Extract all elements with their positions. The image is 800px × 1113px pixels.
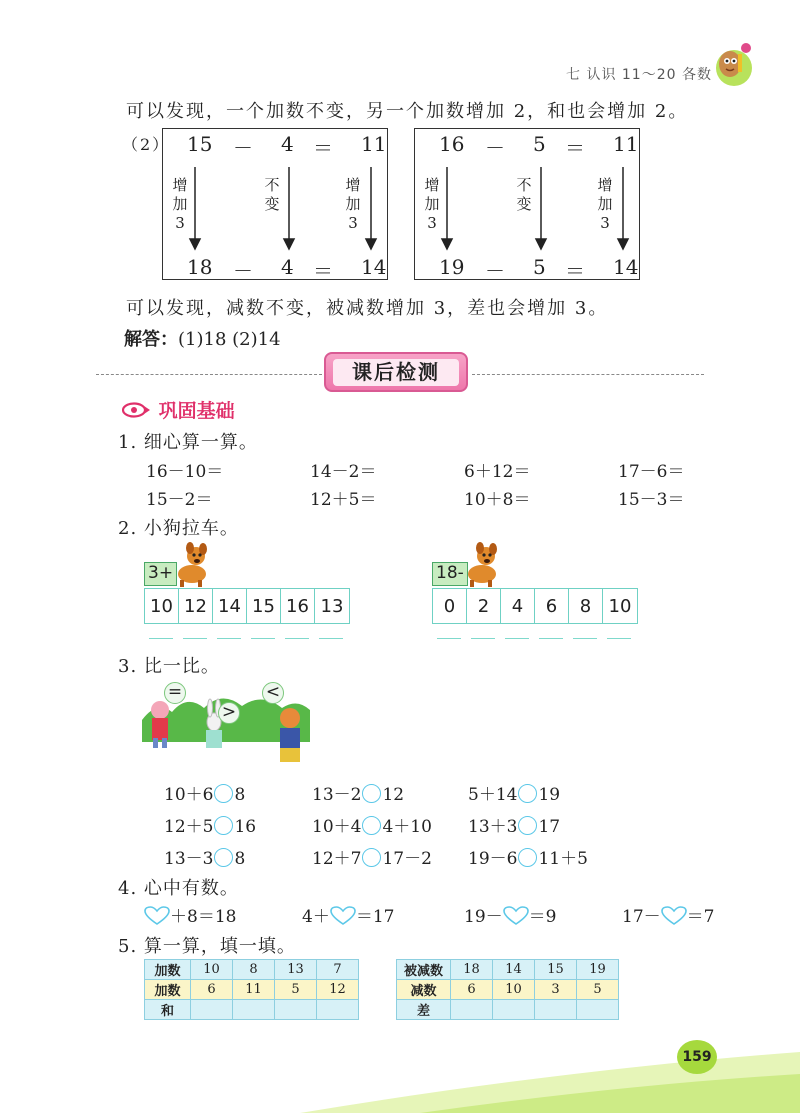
- q1-title: 1. 细心算一算。: [118, 432, 258, 453]
- compare-item: [164, 780, 245, 805]
- cart-cell: 2: [467, 589, 501, 623]
- answer-cell[interactable]: [577, 1000, 619, 1020]
- answer-cell[interactable]: [275, 1000, 317, 1020]
- answer-blank[interactable]: [183, 638, 207, 639]
- sign-bubble: >: [218, 702, 240, 724]
- compare-circle[interactable]: [362, 784, 381, 803]
- table-row: [145, 980, 359, 1000]
- compare-item: [468, 780, 560, 805]
- answer-blank[interactable]: [285, 638, 309, 639]
- diagram-operator: ＝: [313, 259, 333, 283]
- observation-text-1: 可以发现，一个加数不变，另一个加数增加 2，和也会增加 2。: [126, 101, 689, 122]
- answer-label: 解答：: [124, 329, 178, 350]
- diagram-number: 16: [439, 132, 465, 156]
- cart-cell: 4: [501, 589, 535, 623]
- part-2-label: （2）: [122, 135, 171, 154]
- compare-right: 16: [234, 817, 257, 837]
- cart-cell: 12: [179, 589, 213, 623]
- table-cell: 15: [535, 960, 577, 980]
- equation-post: ＝17: [355, 907, 395, 927]
- calc-item: 15－2＝: [146, 490, 213, 510]
- divider-left: [96, 374, 322, 375]
- diagram-number: 4: [281, 255, 294, 279]
- animals-illustration: [142, 680, 310, 770]
- equation-pre: 4＋: [302, 907, 330, 927]
- compare-right: 17: [538, 817, 561, 837]
- row-header: 差: [397, 1000, 451, 1020]
- cart-cell: 10: [608, 595, 632, 617]
- cart-cell: 15: [247, 589, 281, 623]
- table-cell: 6: [191, 980, 233, 1000]
- diagram-operator: ＝: [313, 136, 333, 160]
- compare-left: 13－2: [312, 785, 362, 805]
- heart-equation: [144, 902, 236, 927]
- table-cell: 10: [493, 980, 535, 1000]
- answer-cell[interactable]: [317, 1000, 359, 1020]
- row-header: 和: [145, 1000, 191, 1020]
- compare-left: 12＋7: [312, 849, 362, 869]
- answer-blank[interactable]: [319, 638, 343, 639]
- answer-blank[interactable]: [437, 638, 461, 639]
- chapter-header: 七 认识 11～20 各数: [566, 67, 712, 83]
- equation-pre: 19－: [464, 907, 503, 927]
- diagram-left: [162, 128, 388, 283]
- cart-2: [432, 588, 638, 624]
- diagram-operator: －: [233, 259, 253, 283]
- answer-blank[interactable]: [217, 638, 241, 639]
- compare-circle[interactable]: [362, 816, 381, 835]
- cart-1-operator: 3+: [144, 562, 177, 586]
- row-header: 被减数: [397, 960, 451, 980]
- compare-circle[interactable]: [518, 816, 537, 835]
- diagram-number: 5: [533, 132, 546, 156]
- heart-icon[interactable]: [503, 906, 529, 926]
- heart-icon[interactable]: [144, 906, 170, 926]
- compare-right: 11＋5: [538, 849, 588, 869]
- diagram-operator: －: [485, 136, 505, 160]
- answer-blank[interactable]: [539, 638, 563, 639]
- equation-post: ＋8＝18: [170, 907, 237, 927]
- q5-title: 5. 算一算，填一填。: [118, 936, 296, 957]
- heart-icon[interactable]: [661, 906, 687, 926]
- compare-circle[interactable]: [214, 848, 233, 867]
- calc-item: 14－2＝: [310, 462, 377, 482]
- answer-blank[interactable]: [607, 638, 631, 639]
- row-header: 加数: [145, 980, 191, 1000]
- diagram-number: 14: [613, 255, 639, 279]
- compare-circle[interactable]: [214, 784, 233, 803]
- diagram-label: 不变: [264, 176, 280, 213]
- equation-pre: 17－: [622, 907, 661, 927]
- cart-cell: 6: [535, 589, 569, 623]
- table-row: [397, 980, 619, 1000]
- heart-equation: [622, 902, 714, 927]
- answer-cell[interactable]: [493, 1000, 535, 1020]
- answer-blank[interactable]: [251, 638, 275, 639]
- answer-cell[interactable]: [451, 1000, 493, 1020]
- page-corner-decoration: [0, 1030, 800, 1113]
- dog-icon: [172, 542, 212, 592]
- section-title: 课后检测: [352, 360, 440, 384]
- compare-circle[interactable]: [518, 848, 537, 867]
- diagram-operator: ＝: [565, 136, 585, 160]
- compare-circle[interactable]: [214, 816, 233, 835]
- row-header: 减数: [397, 980, 451, 1000]
- calc-item: 15－3＝: [618, 490, 685, 510]
- equation-post: ＝9: [528, 907, 557, 927]
- cart-cell: 0: [433, 589, 467, 623]
- dog-icon: [462, 542, 502, 592]
- compare-item: [312, 780, 404, 805]
- heart-equation: [464, 902, 556, 927]
- compare-right: 12: [382, 785, 405, 805]
- diagram-operator: －: [485, 259, 505, 283]
- table-cell: 11: [233, 980, 275, 1000]
- compare-item: [164, 812, 256, 837]
- q4-title: 4. 心中有数。: [118, 878, 239, 899]
- compare-left: 19－6: [468, 849, 518, 869]
- table-cell: 14: [493, 960, 535, 980]
- page-number: 159: [677, 1040, 717, 1074]
- answer-line: [124, 325, 281, 351]
- calc-item: 12＋5＝: [310, 490, 377, 510]
- heart-icon[interactable]: [330, 906, 356, 926]
- compare-right: 8: [234, 849, 246, 869]
- table-row: [397, 960, 619, 980]
- table-cell: 10: [191, 960, 233, 980]
- subsection-title: [122, 396, 235, 423]
- compare-circle[interactable]: [362, 848, 381, 867]
- compare-left: 12＋5: [164, 817, 214, 837]
- divider-right: [472, 374, 704, 375]
- diagram-number: 4: [281, 132, 294, 156]
- cart-2-operator: 18-: [432, 562, 468, 586]
- cart-cell: 16: [281, 589, 315, 623]
- compare-item: [164, 844, 245, 869]
- subsection-label: 巩固基础: [158, 400, 235, 422]
- diagram-number: 15: [187, 132, 213, 156]
- table-cell: 7: [317, 960, 359, 980]
- table-cell: 6: [451, 980, 493, 1000]
- compare-item: [312, 812, 432, 837]
- answer-cell[interactable]: [535, 1000, 577, 1020]
- diagram-label: 不变: [516, 176, 532, 213]
- subtraction-table: [396, 959, 619, 1020]
- answer-blank[interactable]: [573, 638, 597, 639]
- diagram-label: 增加3: [172, 176, 188, 232]
- table-cell: 5: [275, 980, 317, 1000]
- compare-right: 19: [538, 785, 561, 805]
- table-row: [145, 1000, 359, 1020]
- diagram-operator: －: [233, 136, 253, 160]
- table-row: [145, 960, 359, 980]
- compare-item: [468, 844, 588, 869]
- q2-title: 2. 小狗拉车。: [118, 518, 239, 539]
- diagram-number: 18: [187, 255, 213, 279]
- diagram-number: 5: [533, 255, 546, 279]
- heart-equation: [302, 902, 394, 927]
- diagram-label: 增加3: [597, 176, 613, 232]
- table-cell: 8: [233, 960, 275, 980]
- table-cell: 3: [535, 980, 577, 1000]
- sign-bubble: =: [164, 682, 186, 704]
- compare-right: 17－2: [382, 849, 432, 869]
- diagram-label: 增加3: [345, 176, 361, 232]
- answer-blank[interactable]: [471, 638, 495, 639]
- table-cell: 13: [275, 960, 317, 980]
- section-banner: [324, 352, 468, 392]
- cart-cell: 13: [320, 595, 344, 617]
- compare-left: 13－3: [164, 849, 214, 869]
- calc-item: 10＋8＝: [464, 490, 531, 510]
- calc-item: 6＋12＝: [464, 462, 531, 482]
- diagram-number: 19: [439, 255, 465, 279]
- table-cell: 5: [577, 980, 619, 1000]
- q3-title: 3. 比一比。: [118, 656, 220, 677]
- observation-text-2: 可以发现，减数不变，被减数增加 3，差也会增加 3。: [126, 298, 609, 319]
- sign-bubble: <: [262, 682, 284, 704]
- diagram-number: 11: [613, 132, 639, 156]
- diagram-number: 11: [361, 132, 387, 156]
- table-cell: 18: [451, 960, 493, 980]
- diagram-number: 14: [361, 255, 387, 279]
- calc-item: 16－10＝: [146, 462, 224, 482]
- compare-right: 8: [234, 785, 246, 805]
- compare-left: 10＋4: [312, 817, 362, 837]
- compare-right: 4＋10: [382, 817, 432, 837]
- compare-left: 10＋6: [164, 785, 214, 805]
- table-row: [397, 1000, 619, 1020]
- table-cell: 12: [317, 980, 359, 1000]
- compare-left: 5＋14: [468, 785, 518, 805]
- diagram-operator: ＝: [565, 259, 585, 283]
- mascot-icon: [712, 38, 756, 92]
- compare-left: 13＋3: [468, 817, 518, 837]
- compare-item: [312, 844, 432, 869]
- cart-cell: 8: [569, 589, 603, 623]
- answer-text: (1)18 (2)14: [178, 329, 281, 350]
- equation-post: ＝7: [686, 907, 715, 927]
- answer-blank[interactable]: [149, 638, 173, 639]
- table-cell: 19: [577, 960, 619, 980]
- diagram-right: [414, 128, 640, 283]
- diagram-label: 增加3: [424, 176, 440, 232]
- row-header: 加数: [145, 960, 191, 980]
- calc-item: 17－6＝: [618, 462, 685, 482]
- answer-cell[interactable]: [191, 1000, 233, 1020]
- compare-circle[interactable]: [518, 784, 537, 803]
- addition-table: [144, 959, 359, 1020]
- answer-blank[interactable]: [505, 638, 529, 639]
- compare-item: [468, 812, 560, 837]
- answer-cell[interactable]: [233, 1000, 275, 1020]
- cart-cell: 10: [145, 589, 179, 623]
- eye-icon: [122, 401, 152, 419]
- cart-1: [144, 588, 350, 624]
- cart-cell: 14: [213, 589, 247, 623]
